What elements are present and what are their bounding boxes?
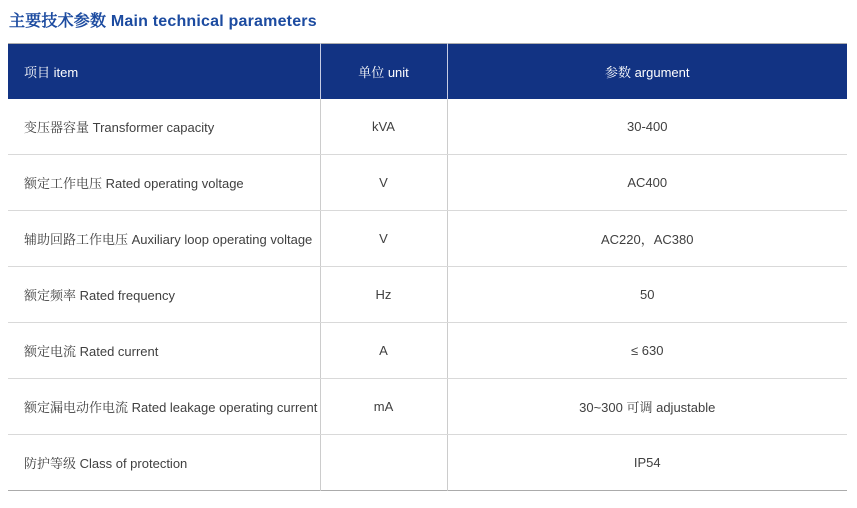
table-body: [8, 99, 847, 491]
header-unit: 单位 unit: [320, 44, 447, 99]
argument-cell: 30~300 可调 adjustable: [447, 379, 847, 435]
table-row: [8, 155, 847, 211]
item-cell: 额定工作电压 Rated operating voltage: [8, 155, 320, 211]
table-header: [8, 44, 847, 99]
argument-cell: 50: [447, 267, 847, 323]
header-item: 项目 item: [8, 44, 320, 99]
unit-cell: [320, 435, 447, 491]
parameters-table: [8, 43, 847, 491]
table-row: [8, 323, 847, 379]
argument-cell: ≤ 630: [447, 323, 847, 379]
header-row: [8, 44, 847, 99]
item-cell: 额定电流 Rated current: [8, 323, 320, 379]
item-cell: 额定频率 Rated frequency: [8, 267, 320, 323]
unit-cell: V: [320, 211, 447, 267]
argument-cell: AC220，AC380: [447, 211, 847, 267]
item-cell: 额定漏电动作电流 Rated leakage operating current: [8, 379, 320, 435]
table-row: [8, 267, 847, 323]
argument-cell: 30-400: [447, 99, 847, 155]
unit-cell: A: [320, 323, 447, 379]
argument-cell: IP54: [447, 435, 847, 491]
unit-cell: V: [320, 155, 447, 211]
page-title: 主要技术参数 Main technical parameters: [9, 13, 317, 30]
table-row: [8, 99, 847, 155]
unit-cell: Hz: [320, 267, 447, 323]
item-cell: 防护等级 Class of protection: [8, 435, 320, 491]
table-row: [8, 211, 847, 267]
unit-cell: kVA: [320, 99, 447, 155]
unit-cell: mA: [320, 379, 447, 435]
table-row: [8, 435, 847, 491]
item-cell: 辅助回路工作电压 Auxiliary loop operating voltage: [8, 211, 320, 267]
argument-cell: AC400: [447, 155, 847, 211]
item-cell: 变压器容量 Transformer capacity: [8, 99, 320, 155]
table-row: [8, 379, 847, 435]
header-argument: 参数 argument: [447, 44, 847, 99]
